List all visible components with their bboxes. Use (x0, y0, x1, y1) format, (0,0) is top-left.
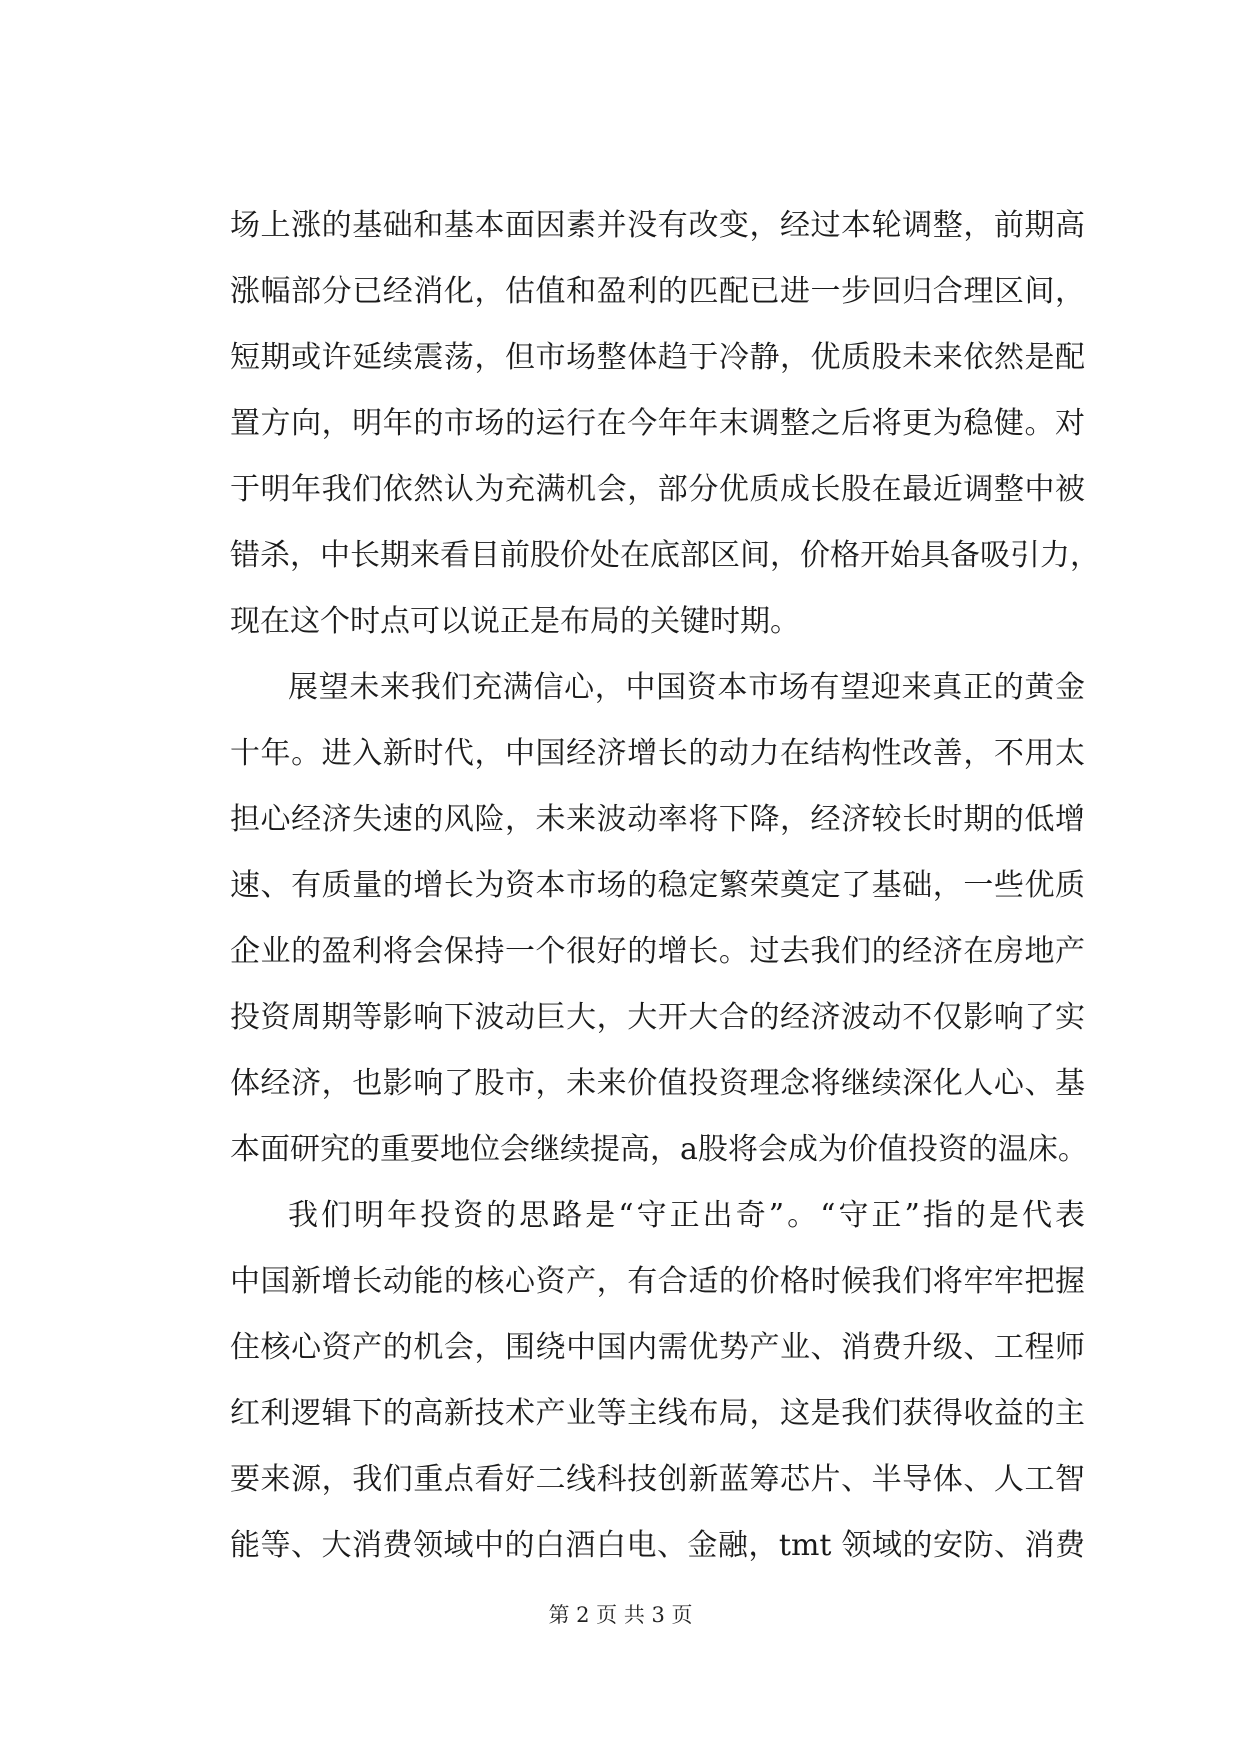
text-line: 涨幅部分已经消化，估值和盈利的匹配已进一步回归合理区间， (230, 274, 1085, 309)
text-line: 展望未来我们充满信心，中国资本市场有望迎来真正的黄金 (288, 670, 1085, 705)
text-line: 置方向，明年的市场的运行在今年年末调整之后将更为稳健。对 (230, 406, 1085, 441)
text-line: 短期或许延续震荡，但市场整体趋于冷静，优质股未来依然是配 (230, 340, 1085, 375)
text-line: 企业的盈利将会保持一个很好的增长。过去我们的经济在房地产 (230, 934, 1085, 969)
page-footer: 第 2 页 共 3 页 (548, 1603, 693, 1627)
text-line: 错杀，中长期来看目前股价处在底部区间，价格开始具备吸引力， (230, 538, 1100, 573)
text-line: 住核心资产的机会，围绕中国内需优势产业、消费升级、工程师 (230, 1330, 1085, 1365)
text-line: 担心经济失速的风险，未来波动率将下降，经济较长时期的低增 (230, 802, 1085, 837)
text-line: 于明年我们依然认为充满机会，部分优质成长股在最近调整中被 (230, 472, 1085, 507)
text-line: 本面研究的重要地位会继续提高，a股将会成为价值投资的温床。 (230, 1132, 1088, 1167)
text-line: 中国新增长动能的核心资产，有合适的价格时候我们将牢牢把握 (230, 1264, 1085, 1299)
text-line: 能等、大消费领域中的白酒白电、金融，tmt 领域的安防、消费 (230, 1528, 1085, 1563)
text-line: 我们明年投资的思路是“守正出奇”。“守正”指的是代表 (288, 1198, 1085, 1233)
text-line: 红利逻辑下的高新技术产业等主线布局，这是我们获得收益的主 (230, 1396, 1085, 1431)
text-line: 现在这个时点可以说正是布局的关键时期。 (230, 604, 800, 639)
text-line: 要来源，我们重点看好二线科技创新蓝筹芯片、半导体、人工智 (230, 1462, 1085, 1497)
text-line: 场上涨的基础和基本面因素并没有改变，经过本轮调整，前期高 (230, 208, 1085, 243)
text-line: 投资周期等影响下波动巨大，大开大合的经济波动不仅影响了实 (230, 1000, 1085, 1035)
text-line: 速、有质量的增长为资本市场的稳定繁荣奠定了基础，一些优质 (230, 868, 1085, 903)
text-line: 十年。进入新时代，中国经济增长的动力在结构性改善，不用太 (230, 736, 1085, 771)
text-line: 体经济，也影响了股市，未来价值投资理念将继续深化人心、基 (230, 1066, 1085, 1101)
